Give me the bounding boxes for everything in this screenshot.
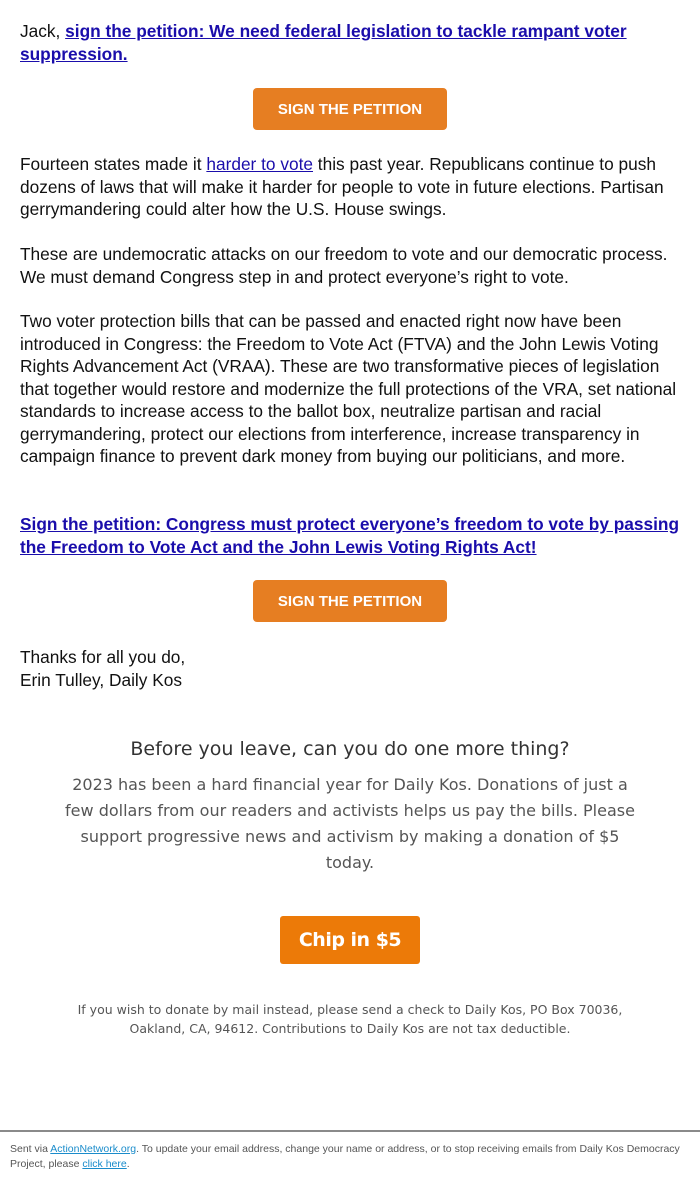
sign-petition-link-2[interactable]: Sign the petition: Congress must protect everyone’s freedom to vote by passing the Freedom to Vote Act and the John Lewis Voting Rights Act! — [20, 514, 680, 557]
footer — [0, 1130, 700, 1182]
mail-donation-note: If you wish to donate by mail instead, please send a check to Daily Kos, PO Box 70036, Oakland, CA, 94612. Contributions to Daily Kos are not tax deductible. — [77, 1002, 623, 1036]
greeting: Jack, — [20, 21, 61, 41]
actionnetwork-link[interactable]: ActionNetwork.org — [50, 1143, 137, 1155]
signature: Erin Tulley, Daily Kos — [20, 669, 182, 690]
sign-petition-button[interactable]: SIGN THE PETITION — [253, 88, 447, 130]
text: Sent via — [10, 1143, 51, 1155]
paragraph-3: Two voter protection bills that can be passed and enacted right now have been introduced in Congress: the Freedom to Vote Act (FTVA) and the John Lewis Voting Rights Advancement Act (VRAA). These are two transformative pieces of legislation that together would restore and modernize the full protections of the VRA, set national standards to increase access to the ballot box, neutralize partisan and racial gerrymandering, protect our elections from interference, increase transparency in campaign finance to prevent dark money from buying our politicians, and more. — [20, 311, 677, 466]
text: . — [126, 1158, 130, 1170]
sign-petition-button-2[interactable]: SIGN THE PETITION — [253, 580, 447, 622]
sign-petition-link[interactable]: sign the petition: We need federal legislation to tackle rampant voter suppression. — [20, 21, 627, 64]
harder-to-vote-link[interactable]: harder to vote — [206, 154, 313, 174]
chip-in-button[interactable]: Chip in $5 — [280, 916, 420, 964]
unsubscribe-link[interactable]: click here — [82, 1158, 127, 1170]
text: . To update your email address, change your name or address, or to stop receiving emails from Daily Kos Democracy Project, please — [10, 1143, 680, 1170]
text: Fourteen states made it — [20, 154, 207, 174]
paragraph-2: These are undemocratic attacks on our freedom to vote and our democratic process. We must demand Congress step in and protect everyone’s right to vote. — [20, 244, 668, 287]
signoff-line: Thanks for all you do, — [20, 647, 186, 667]
donation-heading: Before you leave, can you do one more thing? — [130, 738, 570, 760]
text: this past year. Republicans continue to push dozens of laws that will make it harder for people to vote in future elections. Partisan gerrymandering could alter how the U.S. House swings. — [20, 154, 664, 219]
donation-body: 2023 has been a hard financial year for Daily Kos. Donations of just a few dollars from our readers and activists helps us pay the bills. Please support progressive news and activism by making a donation of $5 today. — [65, 775, 635, 872]
